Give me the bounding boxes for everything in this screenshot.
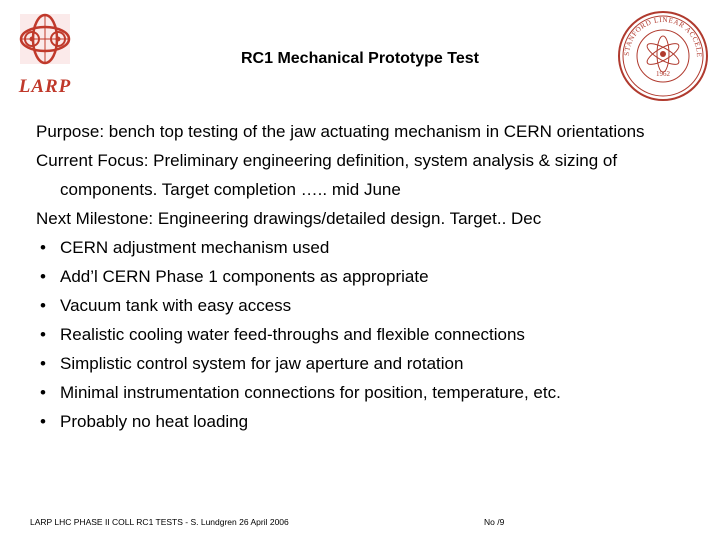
bullet-dot-icon: •: [40, 238, 46, 257]
bullet-item: [36, 291, 696, 320]
slac-seal: [617, 10, 709, 102]
bullet-text: Realistic cooling water feed-throughs and flexible connections: [60, 325, 525, 344]
paragraph-purpose: Purpose: bench top testing of the jaw actuating mechanism in CERN orientations: [36, 122, 645, 141]
bullet-dot-icon: •: [40, 383, 46, 402]
bullet-dot-icon: •: [40, 412, 46, 431]
paragraph-current-focus: Current Focus: Preliminary engineering definition, system analysis & sizing of components. Target completion ….. mid June: [36, 151, 618, 199]
bullet-text: Vacuum tank with easy access: [60, 296, 292, 315]
larp-logo-text: LARP: [18, 76, 72, 97]
bullet-text: Add’l CERN Phase 1 components as appropriate: [60, 267, 429, 286]
page-number: No /9: [484, 517, 505, 527]
bullet-dot-icon: •: [40, 325, 46, 344]
bullet-dot-icon: •: [40, 267, 46, 286]
bullet-item: [36, 320, 696, 349]
footer-text: LARP LHC PHASE II COLL RC1 TESTS - S. Lundgren 26 April 2006: [30, 517, 289, 527]
bullet-dot-icon: •: [40, 354, 46, 373]
bullet-dot-icon: •: [40, 296, 46, 315]
bullet-item: [36, 233, 696, 262]
seal-arc-text: STANFORD LINEAR ACCELE: [622, 15, 704, 58]
larp-logo: [14, 12, 76, 96]
bullet-text: Simplistic control system for jaw aperture and rotation: [60, 354, 464, 373]
bullet-item: [36, 407, 696, 436]
bullet-item: [36, 262, 696, 291]
bullet-item: [36, 378, 696, 407]
paragraph-next-milestone: Next Milestone: Engineering drawings/detailed design. Target.. Dec: [36, 209, 542, 228]
bullet-item: [36, 349, 696, 378]
bullet-text: Minimal instrumentation connections for position, temperature, etc.: [60, 383, 561, 402]
seal-year: 1962: [656, 70, 670, 78]
slide-body: [36, 117, 696, 436]
slide-title: RC1 Mechanical Prototype Test: [241, 50, 479, 67]
bullet-text: CERN adjustment mechanism used: [60, 238, 330, 257]
larp-logo-mark-icon: [18, 12, 72, 66]
slac-seal-icon: [617, 10, 709, 102]
bullet-text: Probably no heat loading: [60, 412, 249, 431]
